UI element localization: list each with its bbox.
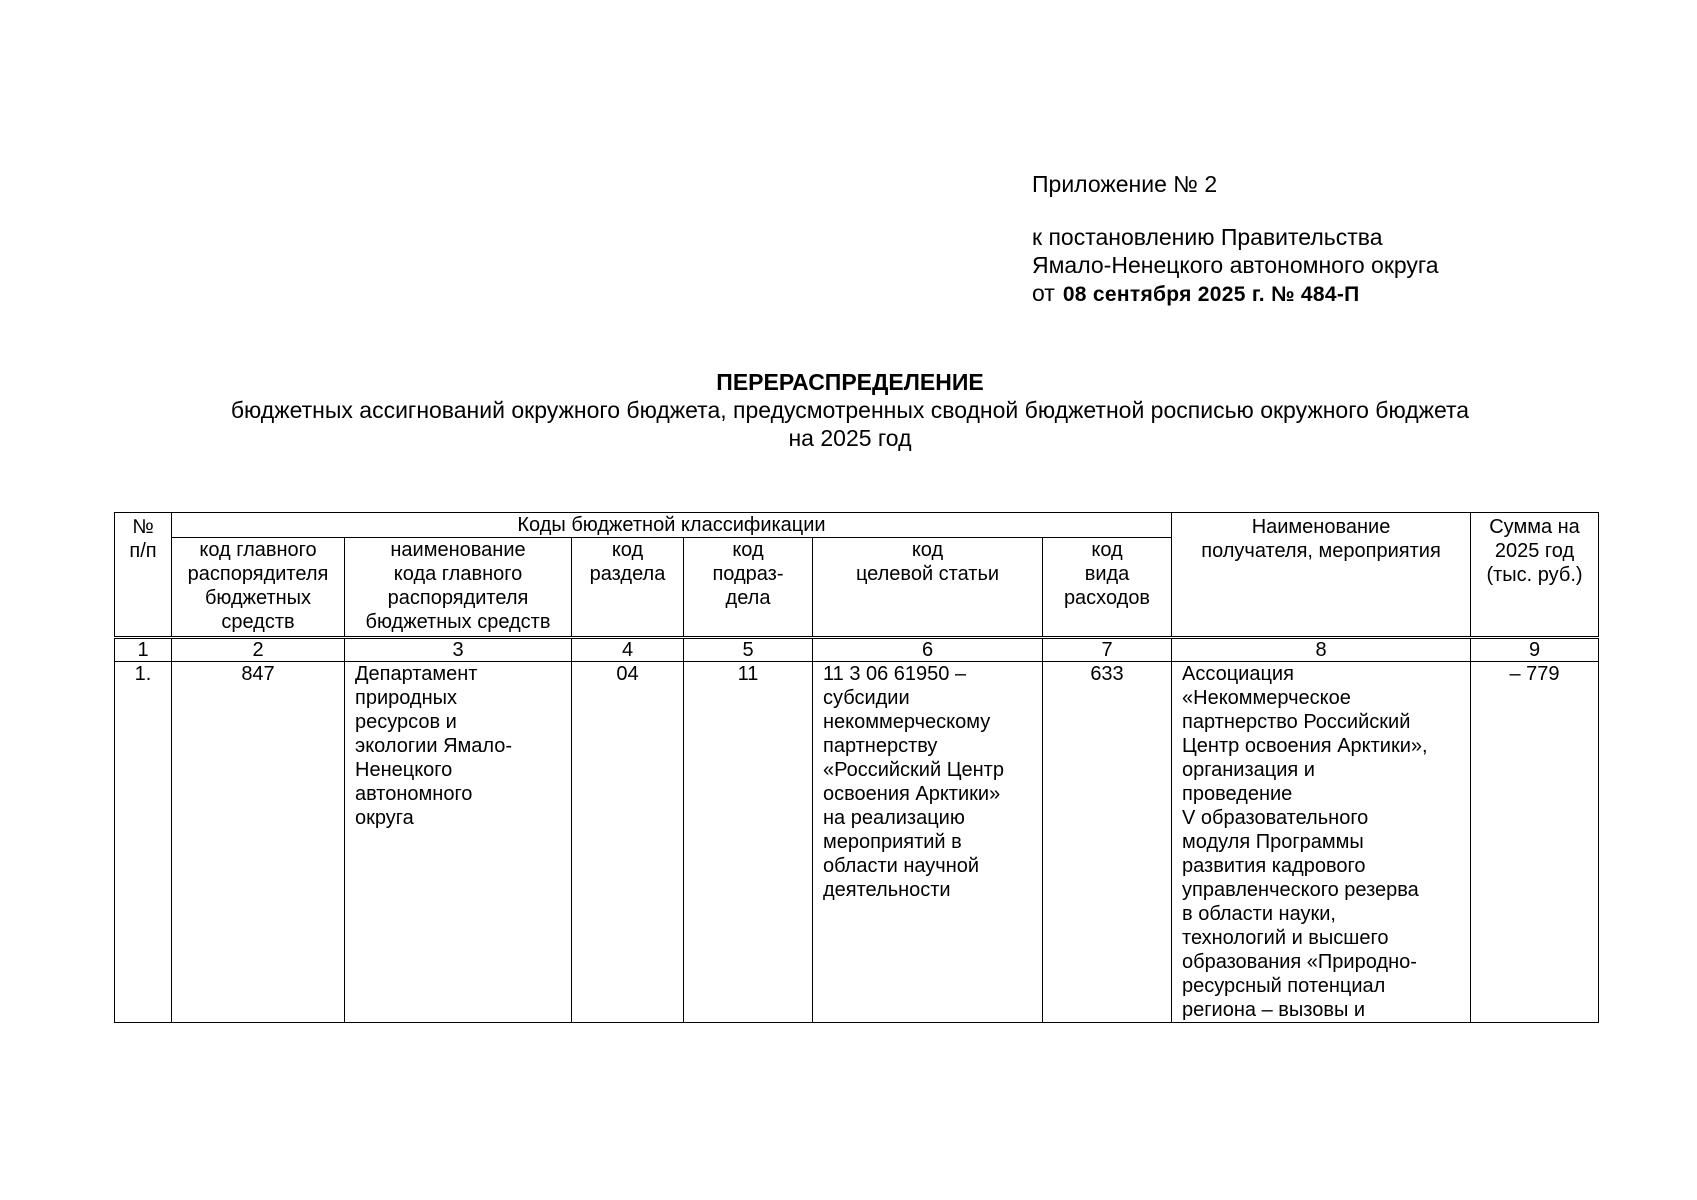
document-title [0, 368, 1697, 452]
header-recipient: Наименование получателя, мероприятия [1172, 513, 1471, 638]
appendix-to-line2: Ямало-Ненецкого автономного округа [1032, 252, 1439, 278]
column-number: 4 [572, 638, 684, 662]
header-col4: код раздела [572, 538, 684, 638]
row-expense-type: 633 [1043, 662, 1172, 1023]
budget-table [114, 512, 1599, 1023]
title-line1: бюджетных ассигнований окружного бюджета, предусмотренных сводной бюджетной росписью окружного бюджета [230, 397, 1470, 423]
column-number-row [115, 638, 1599, 662]
header-col5: код подраз- дела [684, 538, 813, 638]
column-number: 1 [115, 638, 172, 662]
header-col7: код вида расходов [1043, 538, 1172, 638]
column-number: 7 [1043, 638, 1172, 662]
row-section: 04 [572, 662, 684, 1023]
column-number: 9 [1471, 638, 1599, 662]
row-num: 1. [115, 662, 172, 1023]
header-num: № п/п [115, 513, 172, 638]
column-number: 8 [1172, 638, 1471, 662]
table-row [115, 662, 1599, 1023]
header-row-1 [115, 513, 1599, 538]
row-target: 11 3 06 61950 – субсидии некоммерческому партнерству «Российский Центр освоения Арктики» на реализацию мероприятий в области научной деятельности [813, 662, 1043, 1023]
appendix-to-line1: к постановлению Правительства [1032, 224, 1383, 250]
column-number: 3 [345, 638, 572, 662]
row-subsection: 11 [684, 662, 813, 1023]
row-recipient: Ассоциация «Некоммерческое партнерство Российский Центр освоения Арктики», организация и проведение V образовательного модуля Программы развития кадрового управленческого резерва в области науки, технологий и высшего образования «Природно- ресурсный потенциал региона – вызовы и [1172, 662, 1471, 1023]
appendix-block [1032, 170, 1652, 309]
row-gr-name: Департамент природных ресурсов и экологии Ямало- Ненецкого автономного округа [345, 662, 572, 1023]
column-number: 6 [813, 638, 1043, 662]
title-main: ПЕРЕРАСПРЕДЕЛЕНИЕ [716, 369, 984, 395]
appendix-date-line [1032, 279, 1652, 309]
column-number: 5 [684, 638, 813, 662]
row-sum: – 779 [1471, 662, 1599, 1023]
header-sum: Сумма на 2025 год (тыс. руб.) [1471, 513, 1599, 638]
appendix-date-prefix: от [1032, 280, 1055, 306]
header-col3: наименование кода главного распорядителя бюджетных средств [345, 538, 572, 638]
row-gr-code: 847 [172, 662, 345, 1023]
header-col2: код главного распорядителя бюджетных средств [172, 538, 345, 638]
header-col6: код целевой статьи [813, 538, 1043, 638]
appendix-date-number: 08 сентября 2025 г. № 484-П [1062, 283, 1360, 306]
title-line2: на 2025 год [788, 425, 912, 451]
appendix-label: Приложение № 2 [1032, 171, 1218, 197]
column-number: 2 [172, 638, 345, 662]
header-group: Коды бюджетной классификации [172, 513, 1172, 538]
